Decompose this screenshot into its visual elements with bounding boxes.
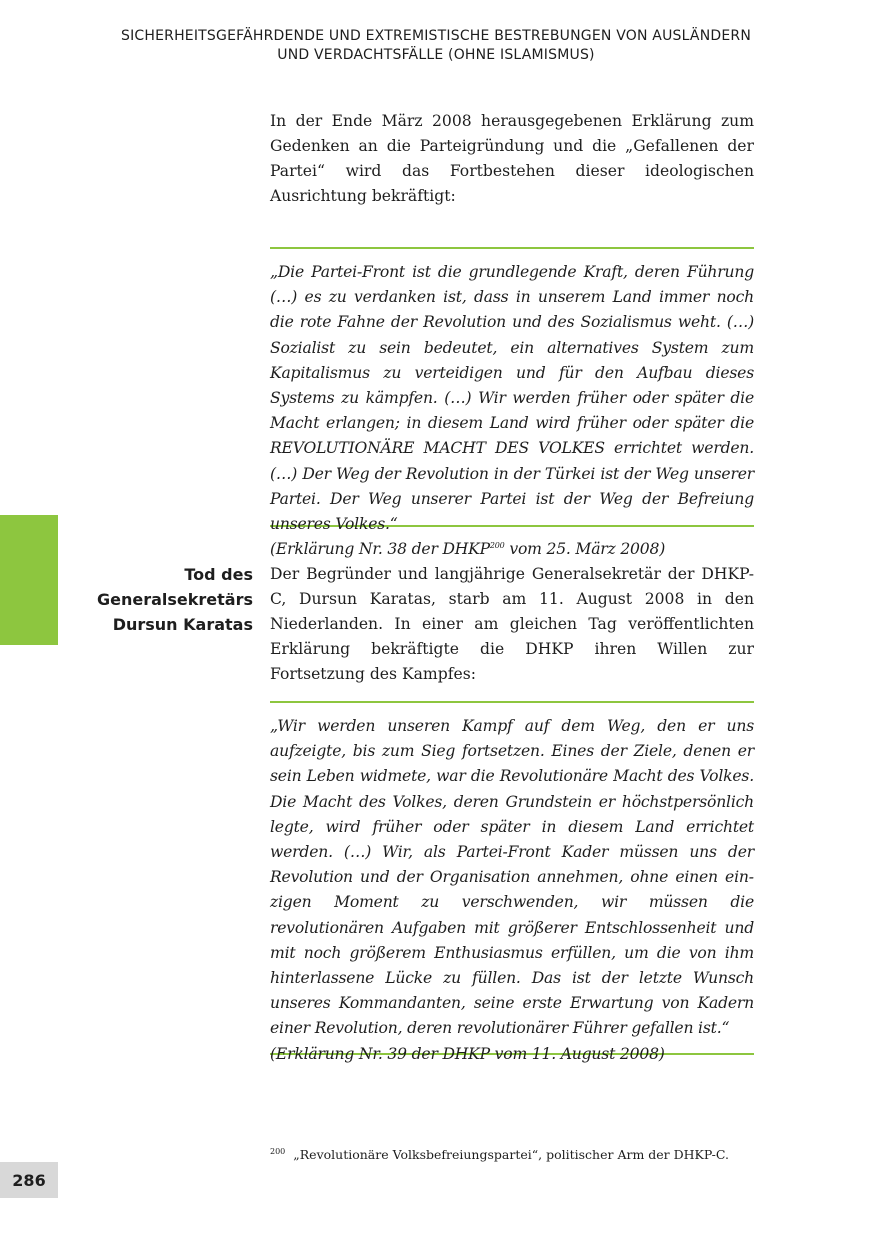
quote-2-source: (Erklärung Nr. 39 der DHKP vom 11. August 2008)	[270, 1044, 665, 1063]
quote-1-source-before: (Erklärung Nr. 38 der DHKP	[270, 540, 490, 559]
quote-1-source-after: vom 25. März 2008)	[504, 540, 666, 559]
quote-block-1	[270, 247, 754, 559]
footnote-text: „Revolutionäre Volksbefreiungspartei“, politischer Arm der DHKP-C.	[293, 1147, 729, 1162]
footnote	[270, 1146, 770, 1164]
side-heading-line-2: Generalsekretärs	[96, 590, 253, 609]
running-header	[100, 27, 772, 65]
side-heading-line-3: Dursun Karatas	[112, 615, 253, 634]
side-heading-line-1: Tod des	[184, 565, 253, 584]
quote-1-source	[270, 537, 754, 562]
quote-block-2	[270, 701, 754, 1063]
section-marker-tab	[0, 515, 58, 645]
side-heading	[53, 562, 253, 637]
death-paragraph: Der Begründer und langjährige Generalsekretär der DHKP-C, Dursun Karatas, starb am 11. August 2008 in den Niederlanden. In einer am gleichen Tag veröffentlichten Erklärung bekräftigte die DHKP ihren Willen zur Fortsetzung des Kampfes:	[270, 565, 754, 683]
footnote-reference: 200	[489, 541, 505, 551]
quote-2-text: „Wir werden unseren Kampf auf dem Weg, den er uns aufzeigte, bis zum Sieg fortsetzen. Eines der Ziele, denen er sein Leben widmete, war die Revolutionäre Macht des Volkes. Die Macht des Volkes, deren Grundstein er höchstpersönlich legte, wird früher oder später in diesem Land errichtet werden. (…) Wir, als Partei-Front Kader müssen uns der Revolution und der Organisation annehmen, ohne einen einzigen Moment zu verschwenden, wir müssen die revolutionären Aufgaben mit größerer Entschlossenheit und mit noch größerem Enthusiasmus erfüllen, um die von ihm hinterlassene Lücke zu füllen. Das ist der letzte Wunsch unseres Kommandanten, seine erste Erwartung von Kadern einer Revolution, deren revolutionärer Führer gefallen ist.“	[270, 717, 754, 1038]
header-line-1: SICHERHEITSGEFÄHRDENDE UND EXTREMISTISCHE BESTREBUNGEN VON AUSLÄNDERN	[120, 28, 751, 44]
intro-paragraph: In der Ende März 2008 herausgegebenen Erklärung zum Gedenken an die Parteigründung und die „Gefallenen der Partei“ wird das Fortbestehen dieser ideologischen Ausrichtung bekräftigt:	[270, 112, 754, 205]
page-number: 286	[0, 1162, 58, 1198]
quote-1-text: „Die Partei-Front ist die grundlegende Kraft, deren Führung (…) es zu verdanken ist, dass in unserem Land immer noch die rote Fahne der Revolution und des Sozialismus weht. (…) Sozialist zu sein bedeutet, ein alternatives System zum Kapitalismus zu verteidigen und für den Aufbau dieses Systems zu kämpfen. (…) Wir werden früher oder später die Macht erlangen; in diesem Land wird früher oder später die REVOLUTIONÄRE MACHT DES VOLKES errichtet werden. (…) Der Weg der Revolution in der Türkei ist der Weg unserer Partei. Der Weg unserer Partei ist der Weg der Befreiung unseres Volkes.“	[270, 263, 754, 534]
footnote-number: 200	[270, 1146, 286, 1156]
header-line-2: UND VERDACHTSFÄLLE (OHNE ISLAMISMUS)	[277, 47, 595, 63]
